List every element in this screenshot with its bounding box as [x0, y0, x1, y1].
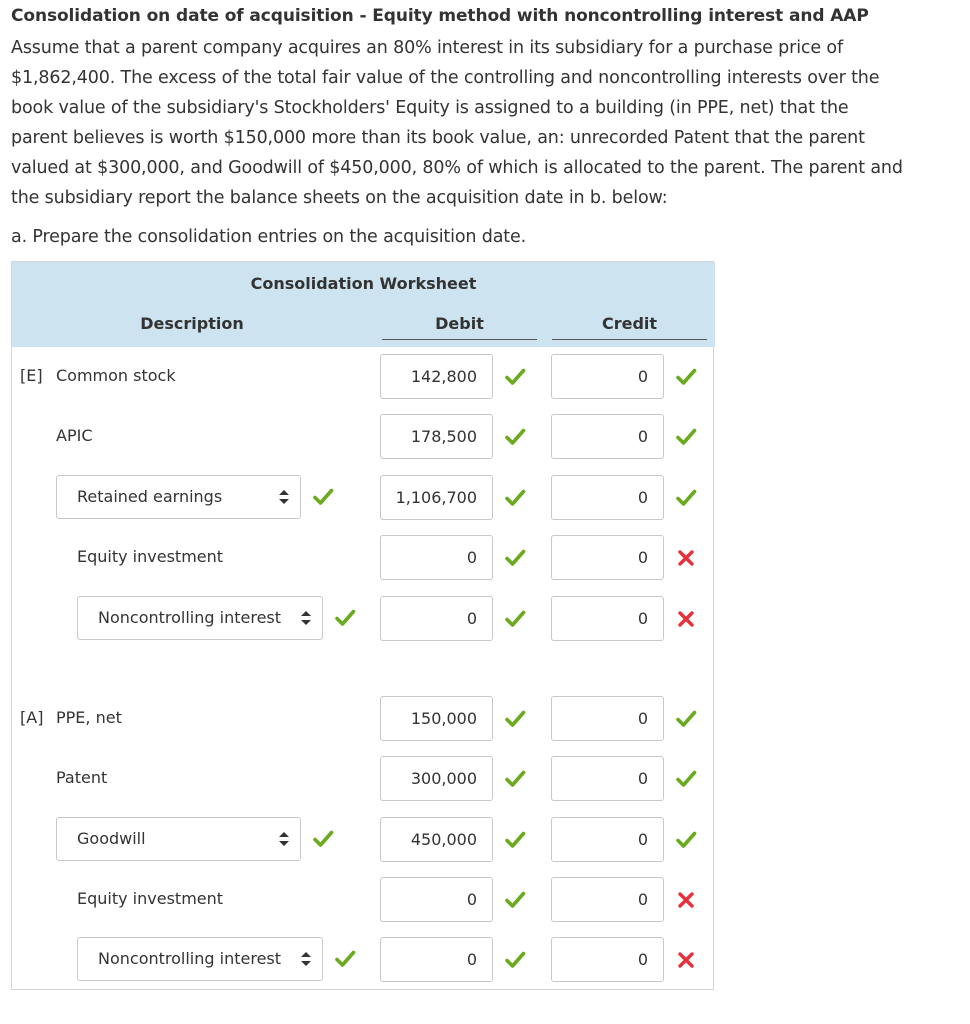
- account-select[interactable]: [77, 596, 323, 640]
- credit-value: 0: [637, 709, 648, 728]
- check-icon: [334, 948, 356, 970]
- credit-input[interactable]: [551, 817, 664, 862]
- credit-input[interactable]: [551, 877, 664, 922]
- check-icon: [504, 608, 526, 630]
- check-icon: [504, 366, 526, 388]
- credit-value: 0: [637, 548, 648, 567]
- credit-value: 0: [637, 609, 648, 628]
- description-column-header: Description: [140, 314, 244, 333]
- check-icon: [675, 366, 697, 388]
- debit-value: 178,500: [410, 427, 477, 446]
- debit-value: 0: [466, 950, 477, 969]
- check-icon: [675, 708, 697, 730]
- cross-icon: [675, 949, 697, 971]
- debit-value: 1,106,700: [395, 488, 477, 507]
- sort-arrows-icon: [300, 608, 312, 628]
- debit-value: 150,000: [410, 709, 477, 728]
- check-icon: [504, 889, 526, 911]
- credit-input[interactable]: [551, 535, 664, 580]
- sort-arrows-icon: [300, 949, 312, 969]
- description-line: the subsidiary report the balance sheets on the acquisition date in b. below:: [11, 188, 668, 208]
- credit-column-header: Credit: [552, 314, 707, 340]
- check-icon: [312, 486, 334, 508]
- check-icon: [504, 768, 526, 790]
- check-icon: [504, 547, 526, 569]
- check-icon: [504, 949, 526, 971]
- check-icon: [504, 829, 526, 851]
- entry-label: [E]: [20, 366, 43, 385]
- account-select-value: Retained earnings: [77, 487, 223, 506]
- credit-input[interactable]: [551, 596, 664, 641]
- sort-arrows-icon: [278, 487, 290, 507]
- debit-input[interactable]: [380, 475, 493, 520]
- debit-value: 0: [466, 609, 477, 628]
- account-select-value: Noncontrolling interest: [98, 949, 282, 968]
- credit-value: 0: [637, 950, 648, 969]
- debit-value: 142,800: [410, 367, 477, 386]
- worksheet-header: [12, 262, 715, 347]
- debit-input[interactable]: [380, 414, 493, 459]
- credit-value: 0: [637, 427, 648, 446]
- account-select[interactable]: [77, 937, 323, 981]
- debit-value: 450,000: [410, 830, 477, 849]
- account-label: Equity investment: [77, 889, 224, 908]
- check-icon: [675, 487, 697, 509]
- credit-value: 0: [637, 367, 648, 386]
- description-line: Assume that a parent company acquires an 80% interest in its subsidiary for a purchase price of: [11, 38, 843, 58]
- sort-arrows-icon: [278, 829, 290, 849]
- check-icon: [675, 768, 697, 790]
- description-line: $1,862,400. The excess of the total fair value of the controlling and noncontrolling interests over the: [11, 68, 880, 88]
- credit-value: 0: [637, 769, 648, 788]
- account-select[interactable]: [56, 817, 301, 861]
- credit-input[interactable]: [551, 937, 664, 982]
- entry-label: [A]: [20, 708, 44, 727]
- debit-input[interactable]: [380, 354, 493, 399]
- account-label: APIC: [56, 426, 93, 445]
- cross-icon: [675, 547, 697, 569]
- credit-value: 0: [637, 488, 648, 507]
- debit-value: 0: [466, 890, 477, 909]
- debit-value: 300,000: [410, 769, 477, 788]
- cross-icon: [675, 889, 697, 911]
- check-icon: [504, 708, 526, 730]
- check-icon: [312, 828, 334, 850]
- account-label: Common stock: [56, 366, 176, 385]
- check-icon: [334, 607, 356, 629]
- description-line: book value of the subsidiary's Stockholders' Equity is assigned to a building (in PPE, net) that the: [11, 98, 849, 118]
- consolidation-worksheet: [11, 261, 714, 990]
- account-select-value: Noncontrolling interest: [98, 608, 282, 627]
- question-instruction: a. Prepare the consolidation entries on the acquisition date.: [11, 227, 527, 247]
- credit-input[interactable]: [551, 696, 664, 741]
- problem-description: [11, 33, 961, 213]
- account-label: Patent: [56, 768, 108, 787]
- check-icon: [675, 829, 697, 851]
- account-label: Equity investment: [77, 547, 224, 566]
- description-line: parent believes is worth $150,000 more than its book value, an: unrecorded Patent that the parent: [11, 128, 865, 148]
- credit-value: 0: [637, 890, 648, 909]
- account-label: PPE, net: [56, 708, 122, 727]
- credit-input[interactable]: [551, 756, 664, 801]
- debit-input[interactable]: [380, 877, 493, 922]
- problem-title: Consolidation on date of acquisition - Equity method with noncontrolling interest and AAP: [11, 6, 869, 26]
- credit-input[interactable]: [551, 354, 664, 399]
- account-select[interactable]: [56, 475, 301, 519]
- debit-column-header: Debit: [382, 314, 537, 340]
- credit-input[interactable]: [551, 475, 664, 520]
- credit-value: 0: [637, 830, 648, 849]
- debit-input[interactable]: [380, 756, 493, 801]
- account-select-value: Goodwill: [77, 829, 146, 848]
- debit-input[interactable]: [380, 817, 493, 862]
- check-icon: [675, 426, 697, 448]
- debit-input[interactable]: [380, 535, 493, 580]
- worksheet-title: Consolidation Worksheet: [250, 274, 477, 293]
- cross-icon: [675, 608, 697, 630]
- check-icon: [504, 487, 526, 509]
- credit-input[interactable]: [551, 414, 664, 459]
- debit-value: 0: [466, 548, 477, 567]
- debit-input[interactable]: [380, 596, 493, 641]
- check-icon: [504, 426, 526, 448]
- debit-input[interactable]: [380, 937, 493, 982]
- debit-input[interactable]: [380, 696, 493, 741]
- description-line: valued at $300,000, and Goodwill of $450,000, 80% of which is allocated to the parent. The parent and: [11, 158, 903, 178]
